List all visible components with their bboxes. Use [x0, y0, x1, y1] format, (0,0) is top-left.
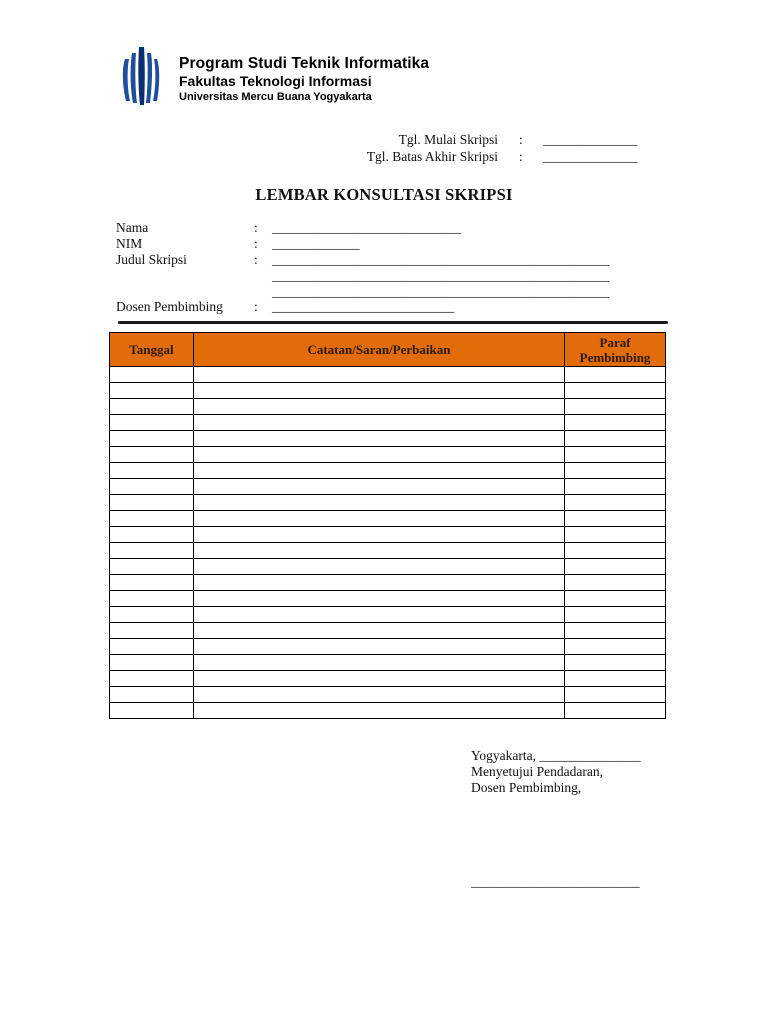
judul-blank-2[interactable]: __________________________________________________	[272, 268, 610, 283]
paraf-cell[interactable]	[565, 607, 666, 623]
table-row	[110, 703, 666, 719]
document-title: LEMBAR KONSULTASI SKRIPSI	[255, 185, 513, 204]
tanggal-cell[interactable]	[110, 511, 194, 527]
program-name: Program Studi Teknik Informatika	[179, 55, 430, 72]
tanggal-cell[interactable]	[110, 447, 194, 463]
end-date-label: Tgl. Batas Akhir Skripsi	[366, 149, 498, 164]
col-header-catatan: Catatan/Saran/Perbaikan	[193, 333, 564, 367]
catatan-cell[interactable]	[193, 447, 564, 463]
table-row	[110, 623, 666, 639]
tanggal-cell[interactable]	[110, 431, 194, 447]
catatan-cell[interactable]	[193, 543, 564, 559]
table-header-row	[110, 333, 666, 367]
table-row	[110, 559, 666, 575]
divider-rule	[118, 321, 668, 324]
paraf-cell[interactable]	[565, 527, 666, 543]
col-header-tanggal: Tanggal	[110, 333, 194, 367]
tanggal-cell[interactable]	[110, 527, 194, 543]
table-row	[110, 495, 666, 511]
table-row	[110, 655, 666, 671]
catatan-cell[interactable]	[193, 703, 564, 719]
tanggal-cell[interactable]	[110, 543, 194, 559]
paraf-cell[interactable]	[565, 447, 666, 463]
col-header-paraf	[565, 333, 666, 367]
catatan-cell[interactable]	[193, 383, 564, 399]
catatan-cell[interactable]	[193, 479, 564, 495]
paraf-cell[interactable]	[565, 655, 666, 671]
paraf-cell[interactable]	[565, 639, 666, 655]
end-date-row	[300, 149, 660, 166]
name-colon: :	[254, 220, 258, 235]
table-row	[110, 511, 666, 527]
table-row	[110, 415, 666, 431]
tanggal-cell[interactable]	[110, 559, 194, 575]
advisor-role: Dosen Pembimbing,	[471, 780, 582, 795]
university-name: Universitas Mercu Buana Yogyakarta	[179, 91, 372, 103]
paraf-cell[interactable]	[565, 559, 666, 575]
catatan-cell[interactable]	[193, 463, 564, 479]
tanggal-cell[interactable]	[110, 415, 194, 431]
table-row	[110, 527, 666, 543]
tanggal-cell[interactable]	[110, 655, 194, 671]
catatan-cell[interactable]	[193, 511, 564, 527]
name-label: Nama	[116, 220, 149, 235]
dosen-label: Dosen Pembimbing	[116, 299, 223, 314]
paraf-cell[interactable]	[565, 383, 666, 399]
signature-block	[471, 748, 641, 796]
table-body	[110, 367, 666, 719]
paraf-cell[interactable]	[565, 687, 666, 703]
judul-label: Judul Skripsi	[116, 252, 187, 267]
judul-blank-3[interactable]: __________________________________________________	[272, 284, 610, 299]
paraf-cell[interactable]	[565, 431, 666, 447]
start-date-blank[interactable]: ______________	[543, 132, 638, 147]
tanggal-cell[interactable]	[110, 367, 194, 383]
paraf-cell[interactable]	[565, 479, 666, 495]
paraf-cell[interactable]	[565, 399, 666, 415]
catatan-cell[interactable]	[193, 415, 564, 431]
catatan-cell[interactable]	[193, 367, 564, 383]
catatan-cell[interactable]	[193, 607, 564, 623]
institution-header	[179, 54, 429, 104]
signature-line[interactable]: _________________________	[471, 874, 640, 889]
paraf-cell[interactable]	[565, 575, 666, 591]
col-header-paraf-line2: Pembimbing	[579, 349, 651, 365]
catatan-cell[interactable]	[193, 623, 564, 639]
table-row	[110, 367, 666, 383]
judul-blank-1[interactable]: __________________________________________________	[272, 252, 610, 267]
table-row	[110, 639, 666, 655]
tanggal-cell[interactable]	[110, 703, 194, 719]
table-row	[110, 671, 666, 687]
tanggal-cell[interactable]	[110, 463, 194, 479]
table-row	[110, 479, 666, 495]
dosen-colon: :	[254, 299, 258, 314]
start-date-colon: :	[519, 132, 523, 147]
tanggal-cell[interactable]	[110, 383, 194, 399]
table-row	[110, 447, 666, 463]
tanggal-cell[interactable]	[110, 623, 194, 639]
end-date-blank[interactable]: ______________	[543, 149, 638, 164]
paraf-cell[interactable]	[565, 543, 666, 559]
catatan-cell[interactable]	[193, 671, 564, 687]
catatan-cell[interactable]	[193, 655, 564, 671]
end-date-colon: :	[519, 149, 523, 164]
nim-blank[interactable]: _____________	[272, 236, 360, 251]
paraf-cell[interactable]	[565, 495, 666, 511]
dosen-blank[interactable]: ___________________________	[272, 299, 455, 314]
paraf-cell[interactable]	[565, 367, 666, 383]
paraf-cell[interactable]	[565, 623, 666, 639]
catatan-cell[interactable]	[193, 687, 564, 703]
nim-label: NIM	[116, 236, 143, 251]
table-row	[110, 383, 666, 399]
paraf-cell[interactable]	[565, 671, 666, 687]
catatan-cell[interactable]	[193, 527, 564, 543]
consultation-table	[109, 332, 666, 719]
table-row	[110, 607, 666, 623]
table-row	[110, 399, 666, 415]
paraf-cell[interactable]	[565, 415, 666, 431]
paraf-cell[interactable]	[565, 511, 666, 527]
tanggal-cell[interactable]	[110, 671, 194, 687]
place-date[interactable]: Yogyakarta, _______________	[471, 748, 641, 763]
paraf-cell[interactable]	[565, 591, 666, 607]
catatan-cell[interactable]	[193, 575, 564, 591]
paraf-cell[interactable]	[565, 703, 666, 719]
catatan-cell[interactable]	[193, 431, 564, 447]
nim-colon: :	[254, 236, 258, 251]
judul-colon: :	[254, 252, 258, 267]
table-row	[110, 543, 666, 559]
faculty-name: Fakultas Teknologi Informasi	[179, 73, 372, 89]
tanggal-cell[interactable]	[110, 591, 194, 607]
table-row	[110, 431, 666, 447]
start-date-label: Tgl. Mulai Skripsi	[398, 132, 498, 147]
tanggal-cell[interactable]	[110, 639, 194, 655]
catatan-cell[interactable]	[193, 591, 564, 607]
table-row	[110, 687, 666, 703]
table-row	[110, 463, 666, 479]
catatan-cell[interactable]	[193, 559, 564, 575]
tanggal-cell[interactable]	[110, 575, 194, 591]
approval-text: Menyetujui Pendadaran,	[471, 764, 603, 779]
col-header-paraf-line1: Paraf	[599, 334, 631, 350]
catatan-cell[interactable]	[193, 495, 564, 511]
tanggal-cell[interactable]	[110, 687, 194, 703]
table-row	[110, 575, 666, 591]
catatan-cell[interactable]	[193, 399, 564, 415]
name-blank[interactable]: ____________________________	[272, 220, 461, 235]
table-row	[110, 591, 666, 607]
tanggal-cell[interactable]	[110, 607, 194, 623]
tanggal-cell[interactable]	[110, 399, 194, 415]
catatan-cell[interactable]	[193, 639, 564, 655]
university-logo-icon	[121, 45, 161, 105]
start-date-row	[300, 132, 660, 149]
thesis-dates	[300, 132, 660, 166]
tanggal-cell[interactable]	[110, 495, 194, 511]
paraf-cell[interactable]	[565, 463, 666, 479]
tanggal-cell[interactable]	[110, 479, 194, 495]
